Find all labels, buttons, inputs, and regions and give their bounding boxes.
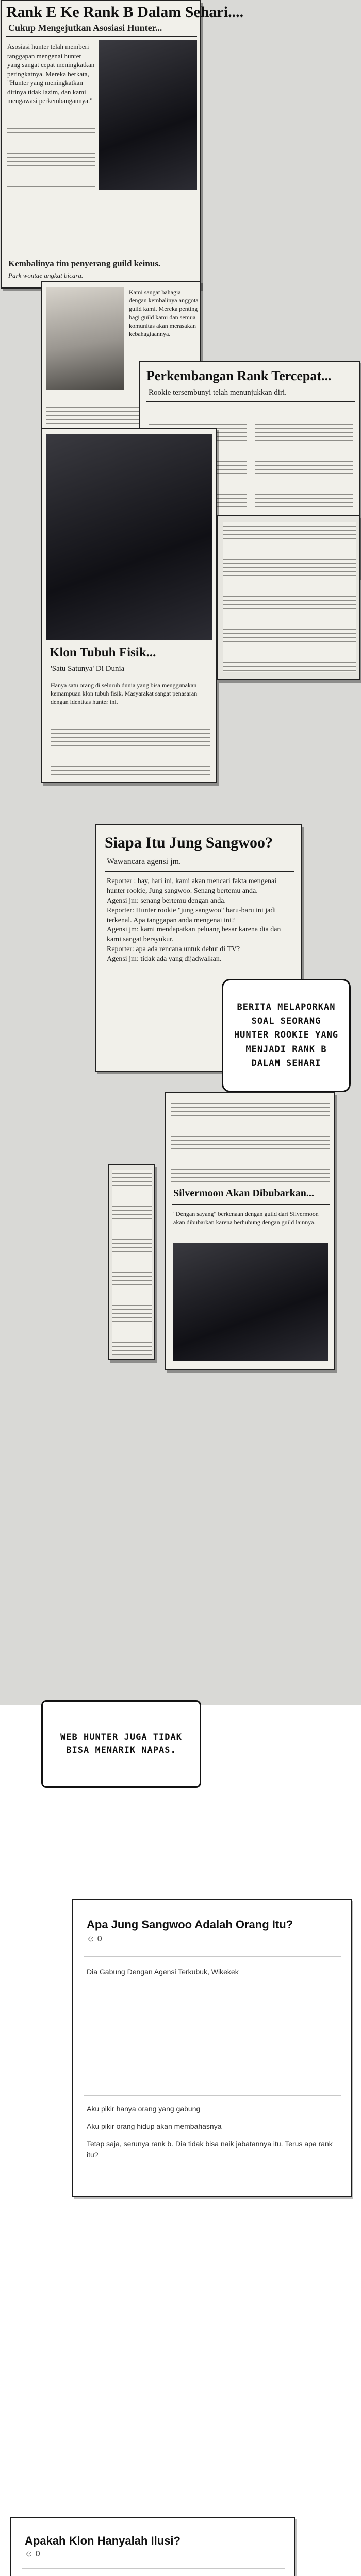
forum-post-clone-illusion	[10, 2517, 295, 2576]
comment: Aku pikir orang hidup akan membahasnya	[87, 2122, 222, 2130]
clone-hunter-photo	[46, 434, 212, 640]
post-reactions: ☺ 0	[87, 1935, 102, 1943]
interview-transcript: Reporter : hay, hari ini, kami akan mencari fakta mengenai hunter rookie, Jung sangwoo. Senang bertemu anda. Agensi jm: senang bertemu dengan anda. Reporter: Hunter rookie "jung sangwoo" baru-baru ini jadi terkenal. Apa tanggapan anda mengenai ini? Agensi jm: kami mendapatkan peluang besar karena dia dan kami sangat bersyukur. Reporter: apa ada rencana untuk debut di TV? Agensi jm: tidak ada yang dijadwalkan.	[107, 877, 281, 963]
divider	[105, 871, 294, 872]
article-subhead: Wawancara agensi jm.	[107, 857, 181, 866]
article-body-filler	[112, 1170, 152, 1355]
article-body: Hanya satu orang di seluruh dunia yang bisa menggunakan kemampuan klon tubuh fisik. Masyarakat sangat penasaran dengan identitas hunter ini.	[51, 682, 198, 706]
divider	[172, 1204, 330, 1205]
article-body-filler	[171, 1099, 330, 1182]
comment: Tetap saja, serunya rank b. Dia tidak bisa naik jabatannya itu. Terus apa rank itu?	[87, 2140, 333, 2159]
article-headline: Siapa Itu Jung Sangwoo?	[105, 834, 273, 851]
hunter-portrait-photo	[99, 40, 197, 190]
forum-post-jung-sangwoo	[72, 1899, 352, 2197]
article-body: Asosiasi hunter telah memberi tanggapan mengenai hunter yang sangat cepat meningkatkan peringkatnya. Mereka berkata, "Hunter yang meningkatkan dirinya tidak lazim, dan kami mengawasi perkembangannya."	[7, 43, 95, 105]
caption-title: Kembalinya tim penyerang guild keinus.	[8, 259, 161, 268]
divider	[146, 401, 355, 402]
article-clone-body	[41, 428, 217, 783]
article-headline: Silvermoon Akan Dibubarkan...	[173, 1188, 314, 1199]
article-body-filler	[51, 717, 210, 776]
post-reactions: ☺ 0	[25, 2550, 40, 2558]
guild-member-photo	[46, 287, 124, 390]
post-title[interactable]: Apakah Klon Hanyalah Ilusi?	[25, 2534, 180, 2547]
article-side-column	[217, 515, 360, 680]
divider	[6, 36, 197, 37]
article-subhead: 'Satu Satunya' Di Dunia	[51, 665, 125, 673]
divider	[22, 2568, 285, 2569]
article-body-filler	[7, 125, 95, 187]
article-fragment	[108, 1164, 155, 1360]
narration-caption: WEB HUNTER JUGA TIDAK BISA MENARIK NAPAS.	[41, 1700, 201, 1788]
article-body: "Dengan sayang" berkenaan dengan guild dari Silvermoon akan dibubarkan karena berhubung dengan guild lainnya.	[173, 1210, 319, 1226]
article-subhead: Cukup Mengejutkan Asosiasi Hunter...	[8, 23, 162, 33]
article-headline: Perkembangan Rank Tercepat...	[146, 368, 332, 383]
article-body-filler	[223, 522, 356, 672]
post-title[interactable]: Apa Jung Sangwoo Adalah Orang Itu?	[87, 1918, 293, 1931]
divider	[84, 2095, 341, 2096]
article-headline: Klon Tubuh Fisik...	[50, 646, 156, 659]
silvermoon-photo	[173, 1243, 328, 1361]
article-intro: Kami sangat bahagia dengan kembalinya anggota guild kami. Mereka penting bagi guild kami dan semua komunitas akan merasakan kebahagiaannya.	[129, 289, 199, 337]
article-silvermoon	[165, 1092, 335, 1370]
article-subhead: Rookie tersembunyi telah menunjukkan diri.	[149, 388, 287, 397]
divider	[84, 1956, 341, 1957]
caption-sub: Park wontae angkat bicara.	[8, 272, 84, 279]
narration-burst: BERITA MELAPORKAN SOAL SEORANG HUNTER ROOKIE YANG MENJADI RANK B DALAM SEHARI	[222, 979, 351, 1092]
post-body: Dia Gabung Dengan Agensi Terkubuk, Wikekek	[87, 1968, 239, 1976]
comment: Aku pikir hanya orang yang gabung	[87, 2105, 201, 2113]
article-rank-e-to-b	[1, 0, 244, 289]
article-headline: Rank E Ke Rank B Dalam Sehari....	[6, 4, 244, 21]
